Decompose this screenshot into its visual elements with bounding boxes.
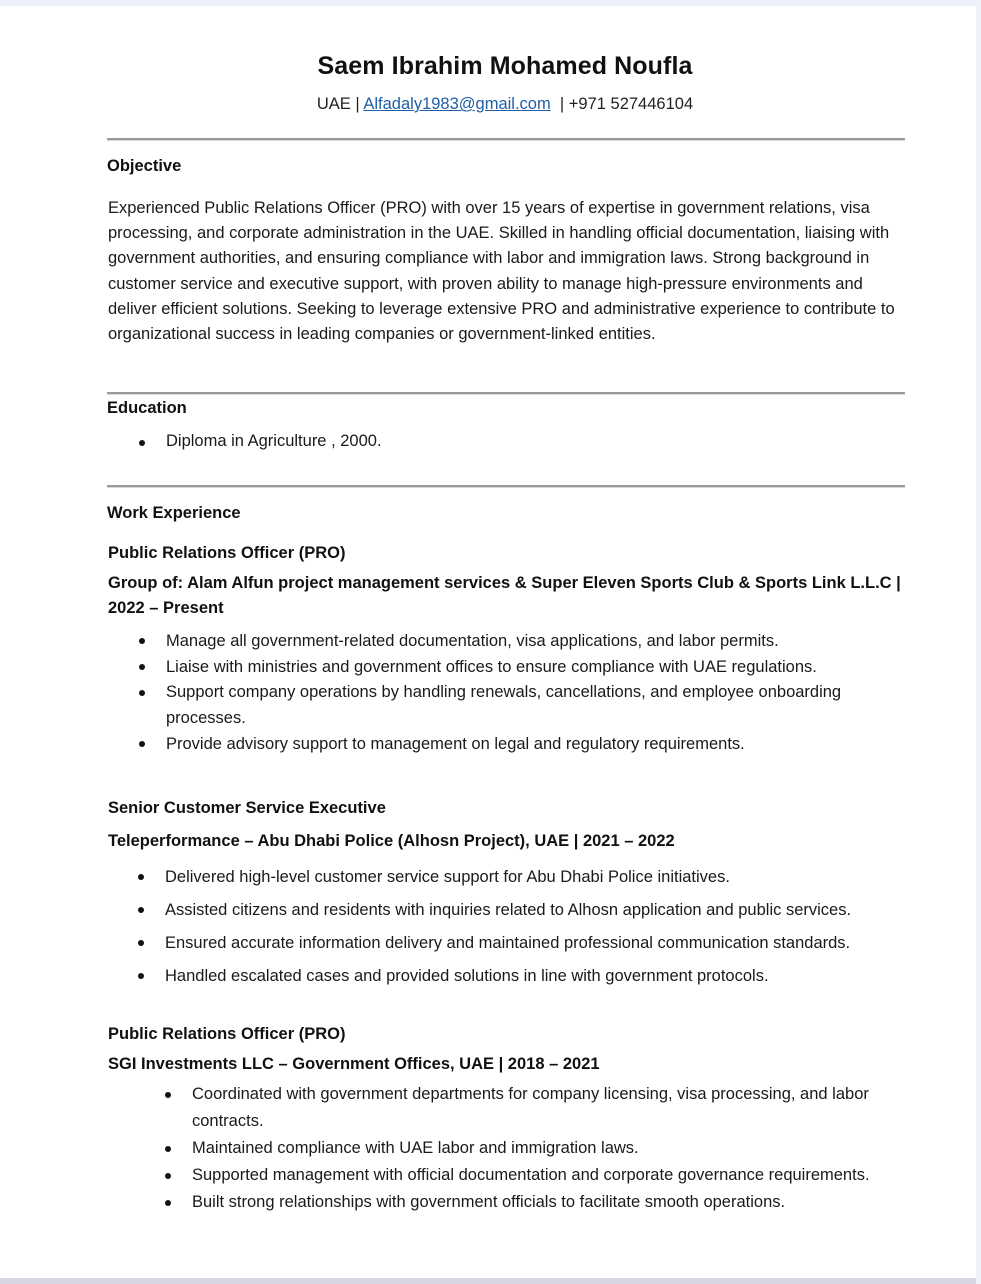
job-bullet: Built strong relationships with government officials to facilitate smooth operations.	[192, 1189, 892, 1216]
work-experience-heading: Work Experience	[107, 504, 241, 522]
job-title: Senior Customer Service Executive	[108, 799, 386, 817]
job-organization: Teleperformance – Abu Dhabi Police (Alhosn Project), UAE | 2021 – 2022	[108, 832, 675, 850]
job-bullets	[166, 628, 906, 757]
bullet-icon	[138, 973, 144, 979]
job-bullet: Assisted citizens and residents with inquiries related to Alhosn application and public services.	[165, 894, 925, 927]
bullet-icon	[165, 1092, 171, 1098]
bullet-icon	[138, 907, 144, 913]
bullet-icon	[139, 690, 145, 696]
job-bullet: Support company operations by handling renewals, cancellations, and employee onboarding processes.	[166, 680, 906, 731]
job-organization: SGI Investments LLC – Government Offices, UAE | 2018 – 2021	[108, 1055, 600, 1073]
bullet-icon	[165, 1200, 171, 1206]
bullet-icon	[165, 1146, 171, 1152]
objective-text: Experienced Public Relations Officer (PRO) with over 15 years of expertise in government relations, visa processing, and corporate administration in the UAE. Skilled in handling official documentation, liaising with government authorities, and ensuring compliance with labor and immigration laws. Strong background in customer service and executive support, with proven ability to manage high-pressure environments and deliver efficient solutions. Seeking to leverage extensive PRO and administrative experience to contribute to organizational success in leading companies or government-linked entities.	[108, 199, 895, 344]
candidate-name: Saem Ibrahim Mohamed Noufla	[317, 52, 693, 80]
bullet-icon	[139, 638, 145, 644]
job-title: Public Relations Officer (PRO)	[108, 544, 346, 562]
job-bullet: Maintained compliance with UAE labor and immigration laws.	[192, 1135, 892, 1162]
contact-line	[0, 95, 981, 114]
job-bullet: Provide advisory support to management on legal and regulatory requirements.	[166, 731, 906, 757]
job-bullet: Handled escalated cases and provided solutions in line with government protocols.	[165, 960, 925, 993]
phone-number: +971 527446104	[568, 95, 694, 113]
bullet-icon	[139, 440, 145, 446]
job-bullet: Liaise with ministries and government offices to ensure compliance with UAE regulations.	[166, 654, 906, 680]
job-bullet: Delivered high-level customer service support for Abu Dhabi Police initiatives.	[165, 861, 925, 894]
separator: |	[559, 95, 565, 113]
bullet-icon	[138, 940, 144, 946]
objective-heading: Objective	[107, 157, 182, 175]
bullet-icon	[139, 664, 145, 670]
location: UAE	[316, 95, 351, 113]
education-heading: Education	[107, 399, 187, 417]
education-list	[0, 432, 382, 451]
education-item: Diploma in Agriculture , 2000.	[166, 432, 382, 451]
email-link[interactable]: Alfadaly1983@gmail.com	[363, 95, 551, 113]
bullet-icon	[165, 1173, 171, 1179]
job-bullet: Ensured accurate information delivery and maintained professional communication standards.	[165, 927, 925, 960]
job-bullet: Coordinated with government departments for company licensing, visa processing, and labor contracts.	[192, 1081, 892, 1135]
bullet-icon	[138, 874, 144, 880]
job-bullets	[192, 1081, 892, 1216]
job-bullet: Supported management with official documentation and corporate governance requirements.	[192, 1162, 892, 1189]
job-organization: Group of: Alam Alfun project management services & Super Eleven Sports Club & Sports Link L.L.C | 2022 – Present	[108, 574, 901, 617]
job-title: Public Relations Officer (PRO)	[108, 1025, 346, 1043]
separator: |	[355, 95, 360, 113]
job-bullets	[165, 861, 925, 993]
job-bullet: Manage all government-related documentation, visa applications, and labor permits.	[166, 628, 906, 654]
bullet-icon	[139, 741, 145, 747]
divider	[107, 485, 905, 488]
page-bottom-edge	[0, 1278, 976, 1284]
divider	[107, 138, 905, 141]
divider	[107, 392, 905, 395]
